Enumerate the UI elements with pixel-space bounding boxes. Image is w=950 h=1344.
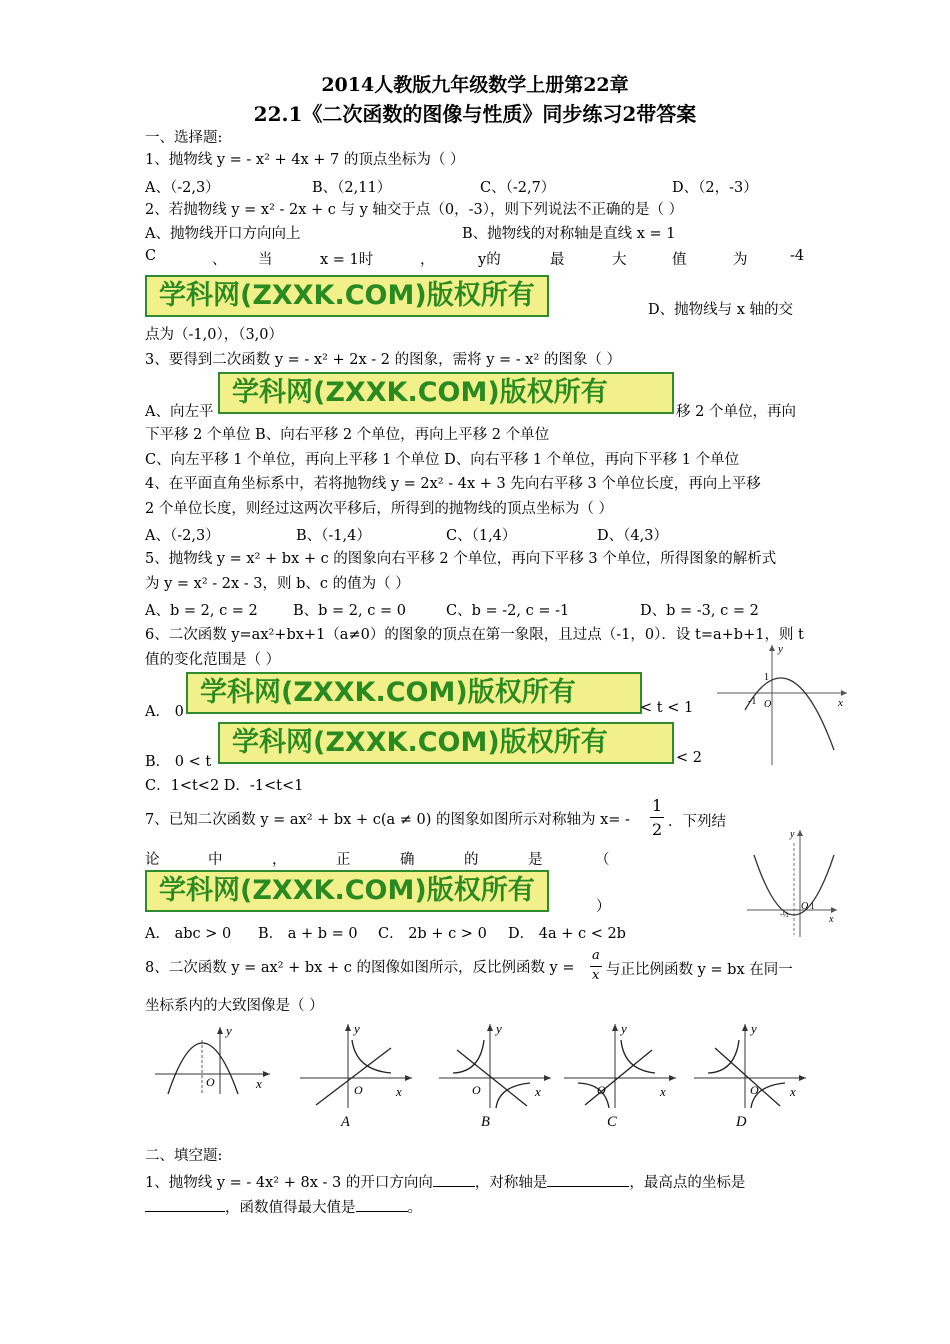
q7-option-d: D． 4a + c < 2b: [508, 926, 626, 942]
q7-label-origin: O: [801, 901, 809, 912]
q2-option-c-p5: y的: [478, 252, 501, 268]
q6-option-a-end: < t < 1: [640, 700, 694, 716]
q1-option-c: C、（-2,7）: [480, 180, 556, 196]
q8-main-origin: O: [206, 1075, 215, 1089]
q1-option-b: B、（2,11）: [312, 180, 392, 196]
q8-b-x-label: x: [535, 1084, 541, 1099]
q2-option-c-p7: 大: [612, 252, 627, 268]
fill1-text-c: ，最高点的坐标是: [629, 1175, 746, 1191]
q8-option-c-graph: [560, 1020, 680, 1110]
q2-option-c-p6: 最: [550, 252, 565, 268]
section-fill-heading: 二、填空题:: [145, 1148, 223, 1164]
q8-a-y-label: y: [354, 1021, 360, 1036]
q2-option-b: B、抛物线的对称轴是直线 x = 1: [462, 226, 676, 242]
q2-option-c-p10: -4: [790, 248, 805, 264]
watermark-banner: 学科网(ZXXK.COM)版权所有: [186, 672, 642, 714]
watermark-banner: 学科网(ZXXK.COM)版权所有: [218, 372, 674, 414]
q2-option-a: A、抛物线开口方向向上: [145, 226, 301, 242]
q8-option-a-label: A: [341, 1114, 350, 1130]
q8-main-y-label: y: [226, 1023, 232, 1038]
q6-x-arrow: [841, 690, 847, 696]
q7-label-neg-half: -½: [780, 910, 789, 919]
q5-line2: 为 y = x² - 2x - 3，则 b、c 的值为（ ）: [145, 576, 410, 592]
q8-a-x-arrow: [405, 1075, 412, 1081]
q8-parabola-graph: [150, 1022, 280, 1102]
q7-stem-end: ．下列结: [668, 814, 726, 830]
q8-option-b-graph: [435, 1020, 555, 1110]
q8-b-origin: O: [472, 1083, 481, 1097]
fill1-text-e: 。: [407, 1200, 422, 1216]
q7-option-a: A． abc > 0: [145, 926, 232, 942]
q8-main-x-arrow: [263, 1071, 270, 1077]
q8-option-b-label: B: [481, 1114, 490, 1130]
q5-line1: 5、抛物线 y = x² + bx + c 的图象向右平移 2 个单位，再向下平移 3 个单位，所得图象的解析式: [145, 551, 777, 567]
q8-option-c-label: C: [607, 1114, 617, 1130]
section-choice-heading: 一、选择题:: [145, 130, 223, 146]
q8-b-y-label: y: [496, 1021, 502, 1036]
watermark-banner: 学科网(ZXXK.COM)版权所有: [145, 870, 549, 912]
q7-line2-p1: 中: [208, 852, 223, 868]
q8-c-x-label: x: [660, 1084, 666, 1099]
q7-frac-bar: [650, 817, 664, 818]
q8-a-origin: O: [354, 1083, 363, 1097]
q8-d-y-arrow: [742, 1024, 748, 1031]
q2-option-d-cont: 点为（-1,0），（3,0）: [145, 327, 284, 343]
q3-option-a-end: 移 2 个单位，再向: [676, 404, 796, 420]
q2-option-c-p0: C: [145, 248, 157, 264]
q7-line2-p4: 确: [400, 852, 415, 868]
q6-option-b-start: B． 0 < t: [145, 754, 212, 770]
q6-parabola-curve: [745, 678, 834, 750]
q8-d-hyperbola-left: [708, 1040, 739, 1073]
q8-stem-end: 与正比例函数 y = bx 在同一: [606, 962, 793, 978]
q8-frac-numerator: a: [592, 948, 600, 963]
q8-a-x-label: x: [396, 1084, 402, 1099]
q4-line2: 2 个单位长度，则经过这两次平移后，所得到的抛物线的顶点坐标为（ ）: [145, 501, 613, 517]
q7-label-1: 1: [810, 901, 815, 911]
q8-d-x-arrow: [799, 1075, 806, 1081]
q2-option-c-p3: x = 1时: [320, 252, 374, 268]
q8-c-hyperbola-right: [621, 1040, 655, 1073]
q8-d-y-label: y: [751, 1021, 757, 1036]
q7-stem: 7、已知二次函数 y = ax² + bx + c(a ≠ 0) 的图象如图所示对称轴为 x= -: [145, 812, 630, 828]
q4-option-b: B、（-1,4）: [296, 528, 371, 544]
q4-option-d: D、（4,3）: [597, 528, 668, 544]
q1-option-a: A、（-2,3）: [145, 180, 220, 196]
q6-label-neg1: -1: [748, 696, 757, 707]
q7-line2-p3: 正: [336, 852, 351, 868]
q7-line2-p5: 的: [464, 852, 479, 868]
q1-stem: 1、抛物线 y = - x² + 4x + 7 的顶点坐标为（ ）: [145, 152, 465, 168]
q7-line2-p2: ，: [272, 852, 287, 868]
q8-c-y-label: y: [621, 1021, 627, 1036]
q1-option-d: D、（2，-3）: [672, 180, 758, 196]
q2-option-c-p9: 为: [733, 252, 748, 268]
q8-b-x-arrow: [544, 1075, 551, 1081]
q8-d-origin: O: [750, 1083, 759, 1097]
fill1-blank-axis[interactable]: [547, 1172, 629, 1187]
q6-option-cd: C．1<t<2 D．-1<t<1: [145, 778, 304, 794]
q3-option-cd: C、向左平移 1 个单位，再向上平移 1 个单位 D、向右平移 1 个单位，再向下平移 1 个单位: [145, 452, 740, 468]
q8-frac-denominator: x: [592, 968, 600, 983]
q7-line2-p7: （: [595, 852, 610, 868]
q6-x-label: x: [838, 697, 843, 709]
q2-option-c-p8: 值: [672, 252, 687, 268]
fill1-blank-vertex[interactable]: [145, 1197, 225, 1212]
q4-option-a: A、（-2,3）: [145, 528, 220, 544]
q2-option-d: D、抛物线与 x 轴的交: [648, 302, 794, 318]
q5-option-d: D、b = -3, c = 2: [640, 603, 759, 619]
q8-option-d-graph: [690, 1020, 810, 1110]
q8-d-x-label: x: [790, 1084, 796, 1099]
q7-x-arrow: [831, 907, 837, 913]
q7-frac-denominator: 2: [652, 820, 663, 839]
q8-main-curve: [168, 1043, 238, 1094]
q7-parabola-graph: [742, 825, 842, 940]
q6-y-label: y: [778, 643, 783, 655]
q3-stem: 3、要得到二次函数 y = - x² + 2x - 2 的图象，需将 y = - x² 的图象（ ）: [145, 352, 621, 368]
q2-option-c-p2: 当: [258, 252, 273, 268]
q6-y-arrow: [769, 645, 775, 651]
q3-option-ab-cont: 下平移 2 个单位 B、向右平移 2 个单位，再向上平移 2 个单位: [145, 427, 550, 443]
q6-option-a-start: A． 0: [145, 704, 184, 720]
q2-stem: 2、若抛物线 y = x² - 2x + c 与 y 轴交于点（0，-3），则下列说法不正确的是（ ）: [145, 202, 684, 218]
q7-close-paren: ）: [596, 899, 611, 915]
fill1-line2: [145, 1197, 422, 1218]
q6-line2: 值的变化范围是（ ）: [145, 652, 281, 668]
q8-stem-start: 8、二次函数 y = ax² + bx + c 的图像如图所示，反比例函数 y =: [145, 960, 575, 976]
q6-option-b-end: < 2: [676, 750, 702, 766]
watermark-banner: 学科网(ZXXK.COM)版权所有: [218, 722, 674, 764]
q8-frac-bar: [590, 966, 602, 967]
q8-c-x-arrow: [669, 1075, 676, 1081]
fill1-line1: [145, 1172, 745, 1193]
q8-line2: 坐标系内的大致图像是（ ）: [145, 998, 324, 1014]
q7-line2-p0: 论: [145, 852, 160, 868]
q8-c-origin: O: [597, 1083, 606, 1097]
doc-title-line1: 2014人教版九年级数学上册第22章: [321, 74, 629, 96]
q3-option-a-start: A、向左平: [145, 404, 214, 420]
q6-parabola-graph: [712, 640, 852, 770]
q8-main-x-label: x: [256, 1076, 262, 1091]
q8-option-d-label: D: [736, 1114, 747, 1130]
q4-option-c: C、（1,4）: [446, 528, 517, 544]
fill1-blank-max[interactable]: [356, 1197, 408, 1212]
q7-option-b: B． a + b = 0: [258, 926, 358, 942]
q6-line1: 6、二次函数 y=ax²+bx+1（a≠0）的图象的顶点在第一象限，且过点（-1，0）．设 t=a+b+1，则 t: [145, 627, 804, 643]
q8-d-line: [715, 1048, 780, 1106]
q7-line2-p6: 是: [528, 852, 543, 868]
q2-option-c-p1: 、: [212, 252, 227, 268]
q7-option-c: C． 2b + c > 0: [378, 926, 487, 942]
q5-option-c: C、b = -2, c = -1: [446, 603, 570, 619]
q2-option-c-p4: ，: [420, 252, 435, 268]
q8-a-y-arrow: [345, 1024, 351, 1031]
q6-label-origin: O: [764, 699, 772, 710]
q8-b-y-arrow: [487, 1024, 493, 1031]
q5-option-a: A、b = 2, c = 2: [145, 603, 258, 619]
q7-y-arrow: [797, 830, 803, 836]
watermark-banner: 学科网(ZXXK.COM)版权所有: [145, 275, 549, 317]
q6-label-1: 1: [764, 672, 769, 683]
q4-line1: 4、在平面直角坐标系中，若将抛物线 y = 2x² - 4x + 3 先向右平移 3 个单位长度，再向上平移: [145, 476, 761, 492]
fill1-text-a: 1、抛物线 y = - 4x² + 8x - 3 的开口方向向: [145, 1175, 433, 1191]
q8-a-hyperbola: [352, 1040, 391, 1073]
q7-frac-numerator: 1: [652, 796, 663, 815]
doc-title-line2: 22.1《二次函数的图像与性质》同步练习2带答案: [253, 102, 697, 126]
q8-option-a-graph: [296, 1020, 416, 1110]
q8-c-y-arrow: [612, 1024, 618, 1031]
fill1-text-b: ，对称轴是: [474, 1175, 548, 1191]
q8-main-y-arrow: [217, 1027, 223, 1034]
fill1-text-d: ，函数值得最大值是: [225, 1200, 356, 1216]
q7-x-label: x: [829, 914, 834, 925]
q7-y-label: y: [790, 829, 795, 840]
q5-option-b: B、b = 2, c = 0: [293, 603, 406, 619]
fill1-blank-direction[interactable]: [433, 1172, 475, 1187]
